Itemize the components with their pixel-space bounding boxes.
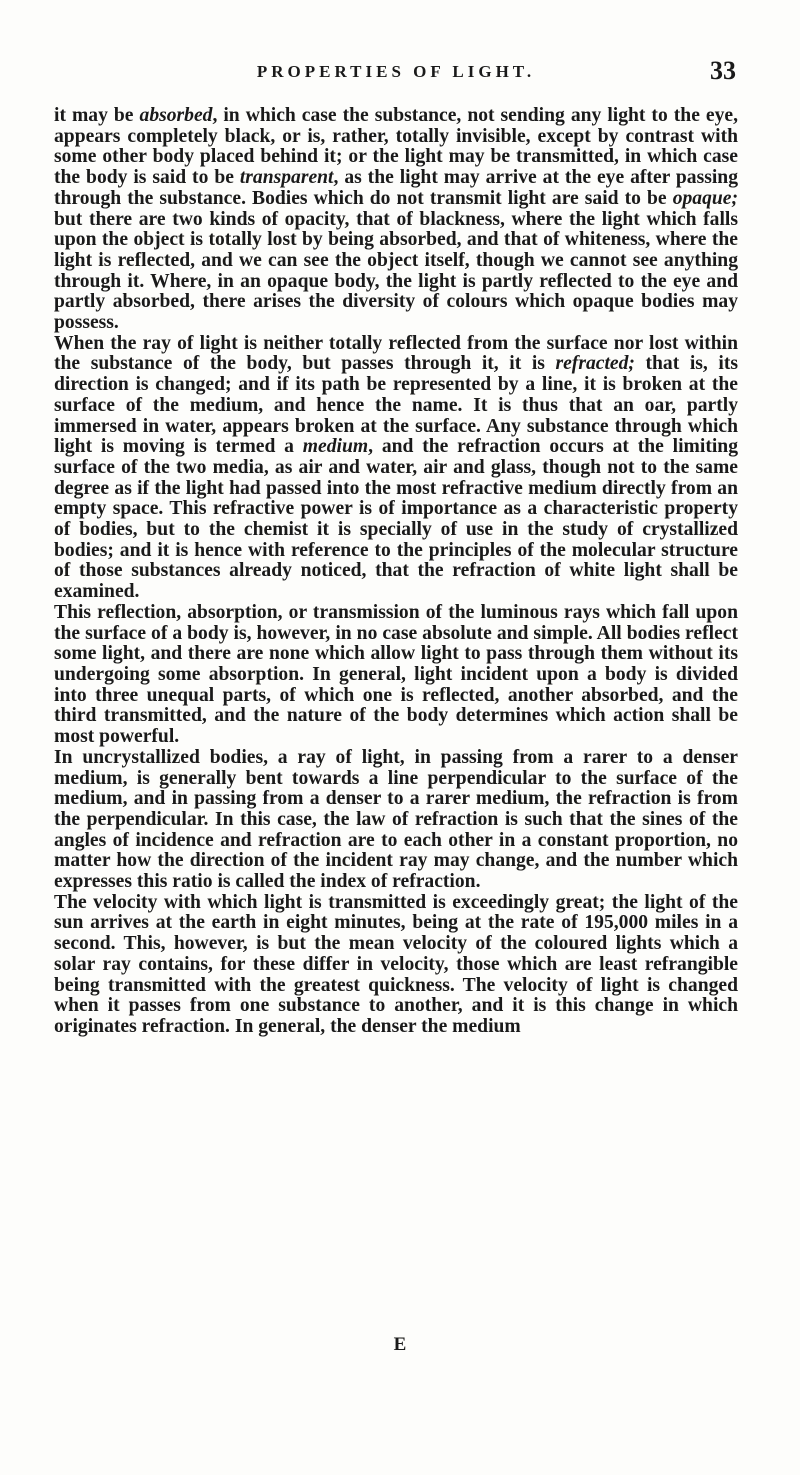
text-run: that is, its direction is changed; and if its path be represented by a line, it is broken at the surface of the medium, and hence the name. It is thus that an oar, partly immersed in water, appears broken at the surface. Any substance through which light is moving is termed a xyxy=(54,353,738,458)
page-number: 33 xyxy=(710,56,736,85)
paragraph xyxy=(54,748,738,893)
page-header xyxy=(56,56,736,90)
body-text xyxy=(54,106,738,1038)
signature-mark: E xyxy=(393,1334,407,1355)
text-run: , in which case the substance, not sending any light to the eye, appears completely black, or is, rather, totally invisible, except by contrast with some other body placed behind it; or the light may be transmitted, in which case the body is said to be xyxy=(54,105,738,189)
running-title: PROPERTIES OF LIGHT. xyxy=(256,62,536,81)
paragraph xyxy=(54,334,738,603)
italic-term: refracted; xyxy=(555,353,635,375)
text-run: When the ray of light is neither totally reflected from the surface nor lost within the substance of the body, but passes through it, it is xyxy=(54,332,738,375)
text-run: In uncrystallized bodies, a ray of light, in passing from a rarer to a denser medium, is generally bent towards a line perpendicular to the surface of the medium, and in passing from a denser to a rarer medium, the refraction is from the perpendicular. In this case, the law of refraction is such that the sines of the angles of incidence and refraction are to each other in a constant proportion, no matter how the direction of the incident ray may change, and the number which expresses this ratio is called the index of refraction. xyxy=(54,746,738,893)
paragraph xyxy=(54,893,738,1038)
text-run: it may be xyxy=(54,105,140,126)
text-run: , as the light may arrive at the eye after passing through the substance. Bodies which do not transmit light are said to be xyxy=(54,167,738,209)
italic-term: medium xyxy=(302,436,369,458)
italic-term: transparent xyxy=(239,167,334,189)
italic-term: opaque; xyxy=(672,187,738,209)
text-run: , and the refraction occurs at the limiting surface of the two media, as air and water, air and glass, though not to the same degree as if the light had passed into the most refractive medium directly from an empty space. This refractive power is of importance as a characteristic property of bodies, but to the chemist it is specially of use in the study of crystallized bodies; and it is hence with reference to the principles of the molecular structure of those substances already noticed, that the refraction of white light shall be examined. xyxy=(54,436,738,603)
paragraph xyxy=(54,106,738,334)
text-run: but there are two kinds of opacity, that of blackness, where the light which falls upon the object is totally lost by being absorbed, and that of whiteness, where the light is reflected, and we can see the object itself, though we cannot see anything through it. Where, in an opaque body, the light is partly reflected to the eye and partly absorbed, there arises the diversity of colours which opaque bodies may possess. xyxy=(54,208,738,334)
italic-term: absorbed xyxy=(139,105,213,126)
text-run: This reflection, absorption, or transmission of the luminous rays which fall upon the surface of a body is, however, in no case absolute and simple. All bodies reflect some light, and there are none which allow light to pass through them without its undergoing some absorption. In general, light incident upon a body is divided into three unequal parts, of which one is reflected, another absorbed, and the third transmitted, and the nature of the body determines which action shall be most powerful. xyxy=(54,601,738,748)
text-run: The velocity with which light is transmitted is exceedingly great; the light of the sun arrives at the earth in eight minutes, being at the rate of 195,000 miles in a second. This, however, is but the mean velocity of the coloured lights which a solar ray contains, for these differ in velocity, those which are least refrangible being transmitted with the greatest quickness. The velocity of light is changed when it passes from one substance to another, and it is this change in which originates refraction. In general, the denser the medium xyxy=(54,891,738,1037)
paragraph xyxy=(54,603,738,748)
